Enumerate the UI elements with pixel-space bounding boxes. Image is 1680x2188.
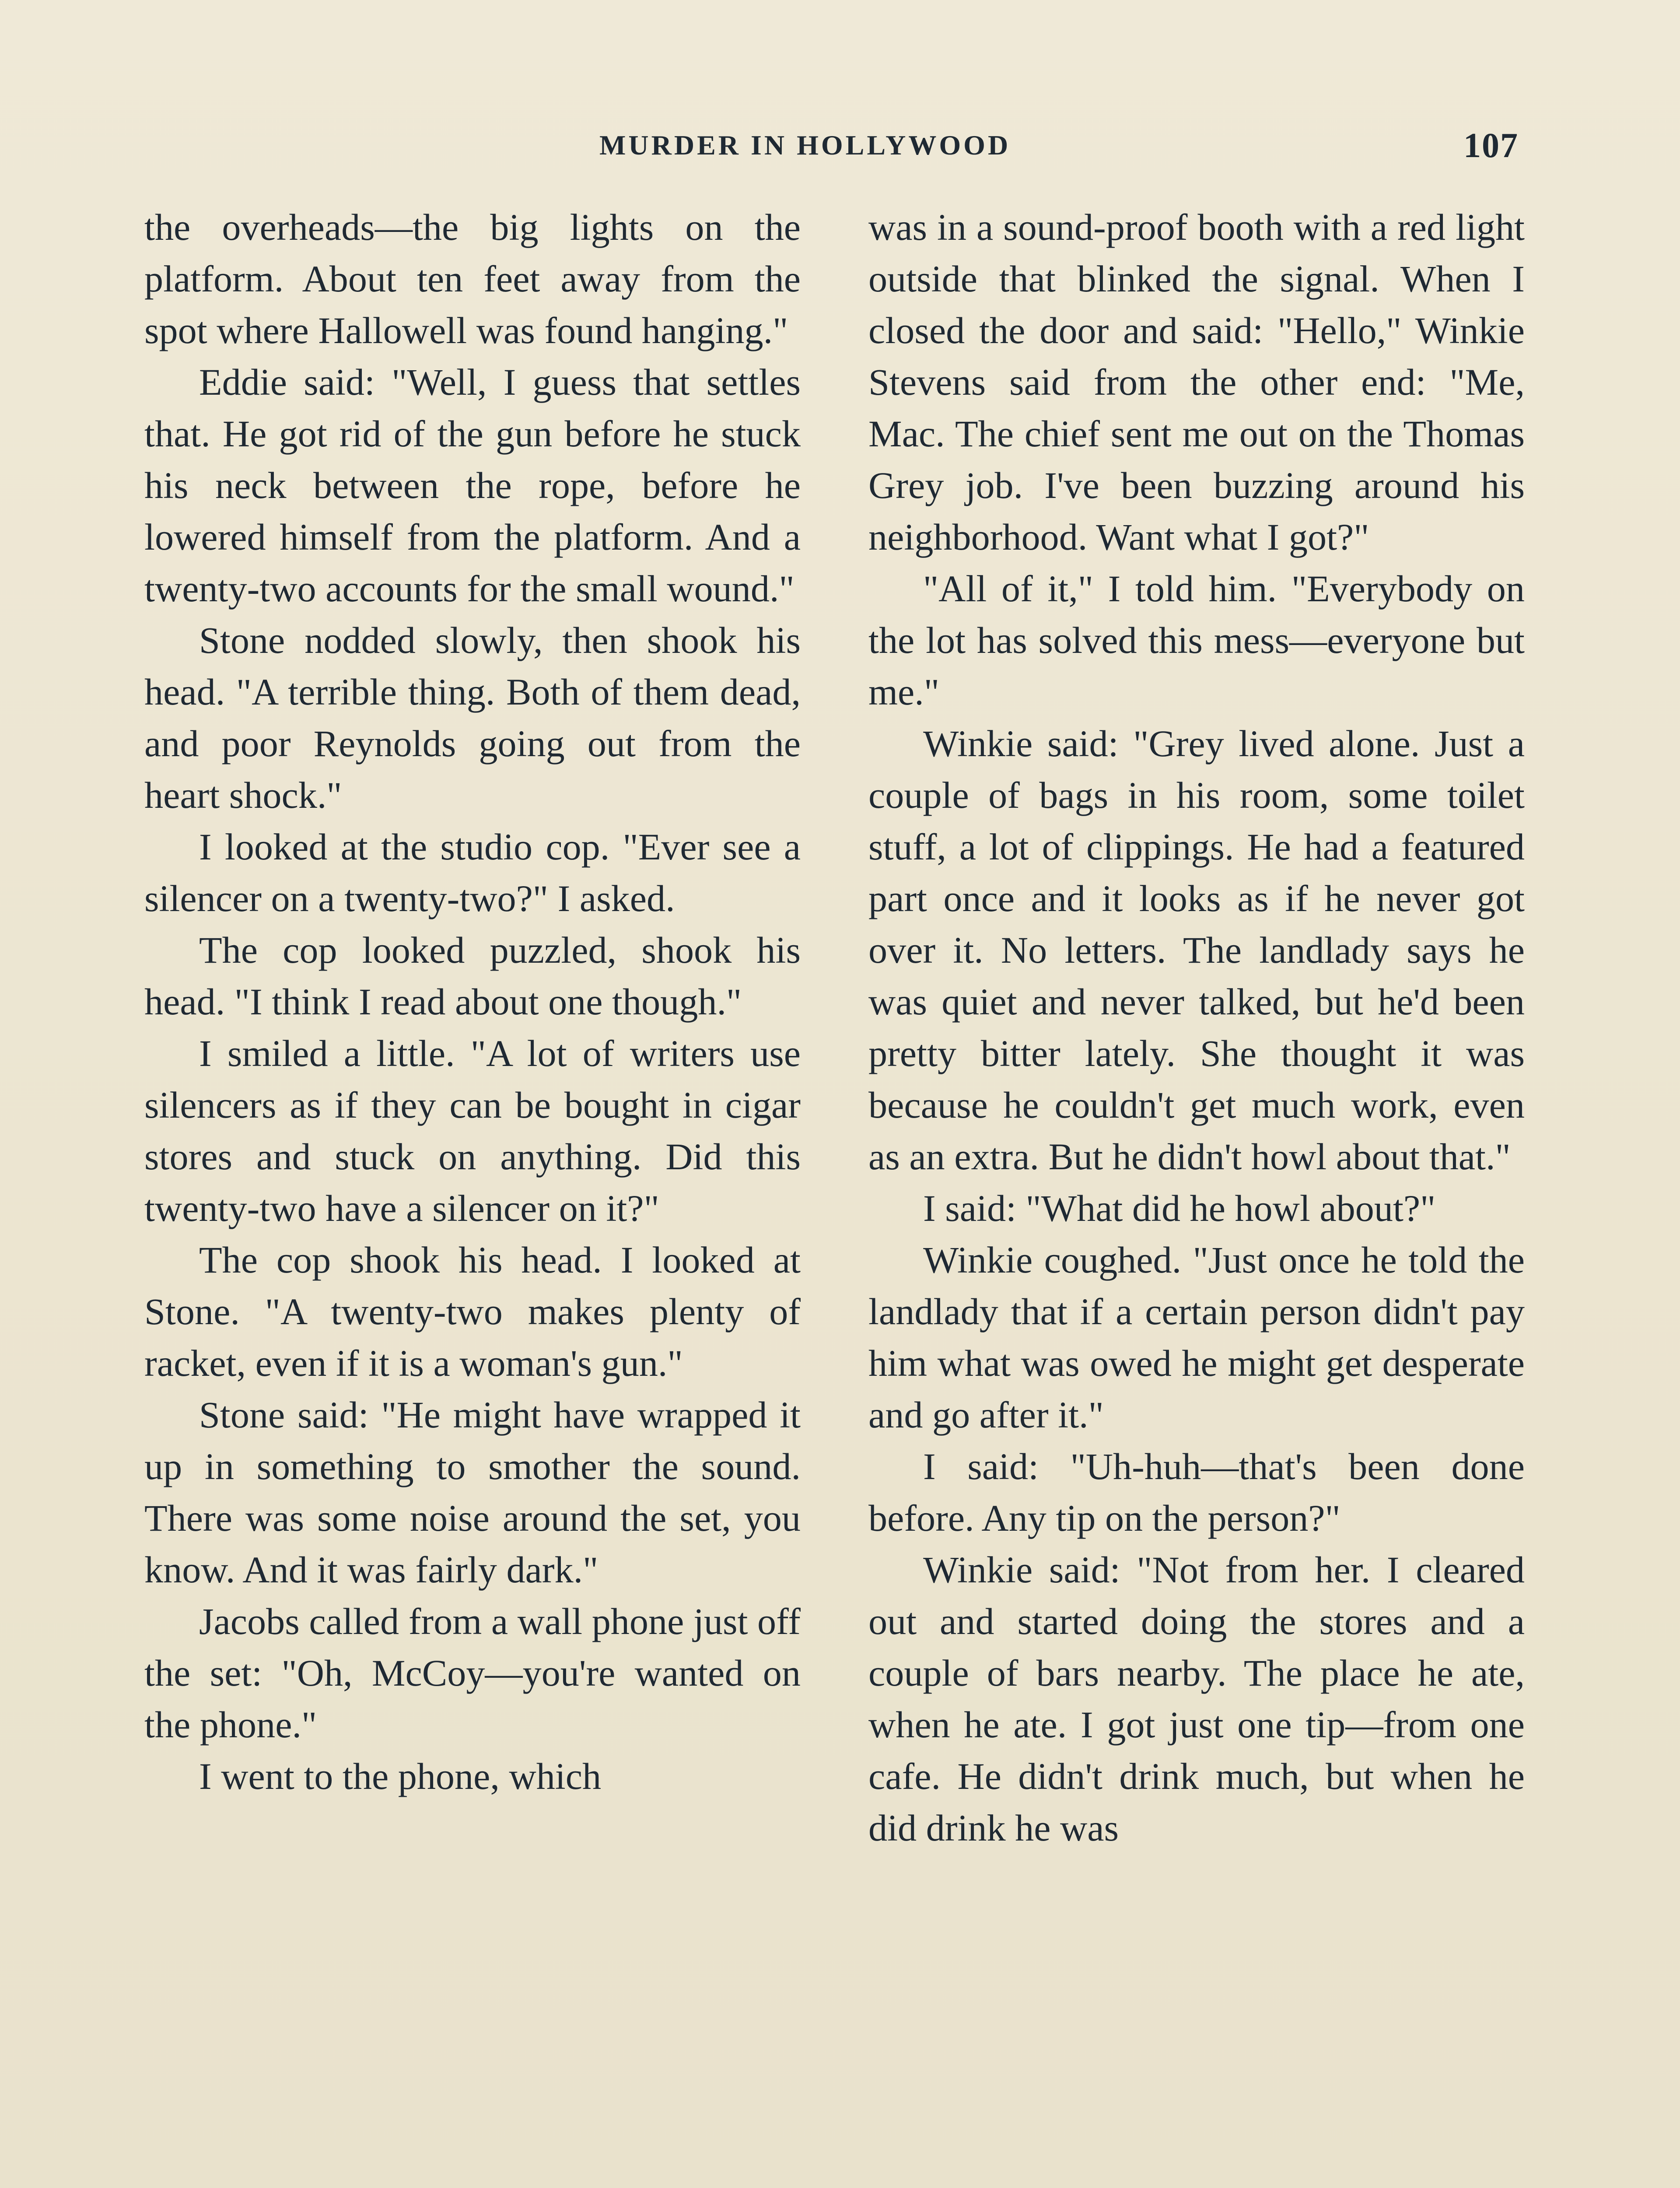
paragraph: I smiled a little. "A lot of writers use silencers as if they can be bought in cigar stores and stuck on anything. Did this twenty-two have a silencer on it?" xyxy=(144,1032,801,1229)
paragraph: The cop looked puzzled, shook his head. "I think I read about one though." xyxy=(144,929,801,1023)
paragraph: Winkie coughed. "Just once he told the landlady that if a certain person didn't pay him what was owed he might get desperate and go after it." xyxy=(868,1239,1525,1436)
paragraph: Winkie said: "Grey lived alone. Just a couple of bags in his room, some toilet stuff, a lot of clippings. He had a featured part once and it looks as if he never got over it. No letters. The landlady says he was quiet and never talked, but he'd been pretty bitter lately. She thought it was because he couldn't get much work, even as an extra. But he didn't howl about that." xyxy=(868,722,1525,1178)
paragraph: Jacobs called from a wall phone just off the set: "Oh, McCoy—you're wanted on the phone." xyxy=(144,1600,801,1746)
paragraph: Stone nodded slowly, then shook his head. "A terrible thing. Both of them dead, and poor Reynolds going out from the heart shock." xyxy=(144,619,801,816)
page-number: 107 xyxy=(1463,126,1519,165)
left-column xyxy=(144,201,801,1802)
paragraph: I said: "Uh-huh—that's been done before. Any tip on the person?" xyxy=(868,1445,1525,1539)
paragraph: I looked at the studio cop. "Ever see a silencer on a twenty-two?" I asked. xyxy=(144,826,801,919)
paragraph: The cop shook his head. I looked at Stone. "A twenty-two makes plenty of racket, even if it is a woman's gun." xyxy=(144,1239,801,1384)
paragraph: "All of it," I told him. "Everybody on the lot has solved this mess—everyone but me." xyxy=(868,568,1525,713)
paragraph: Winkie said: "Not from her. I cleared out and started doing the stores and a couple of bars nearby. The place he ate, when he ate. I got just one tip—from one cafe. He didn't drink much, but when he did drink he was xyxy=(868,1549,1525,1849)
paragraph: was in a sound-proof booth with a red light outside that blinked the signal. When I closed the door and said: "Hello," Winkie Stevens said from the other end: "Me, Mac. The chief sent me out on the Thomas Grey job. I've been buzzing around his neighborhood. Want what I got?" xyxy=(868,206,1525,558)
right-column xyxy=(868,201,1525,1854)
paragraph: Stone said: "He might have wrapped it up in something to smother the sound. There was some noise around the set, you know. And it was fairly dark." xyxy=(144,1394,801,1591)
running-head: MURDER IN HOLLYWOOD xyxy=(599,130,1011,161)
paragraph: Eddie said: "Well, I guess that settles that. He got rid of the gun before he stuck his neck between the rope, before he lowered himself from the platform. And a twenty-two accounts for the small wound." xyxy=(144,361,801,610)
paragraph: I said: "What did he howl about?" xyxy=(923,1187,1436,1229)
paragraph: the overheads—the big lights on the platform. About ten feet away from the spot where Hallowell was found hanging." xyxy=(144,206,801,351)
paragraph: I went to the phone, which xyxy=(199,1755,602,1797)
